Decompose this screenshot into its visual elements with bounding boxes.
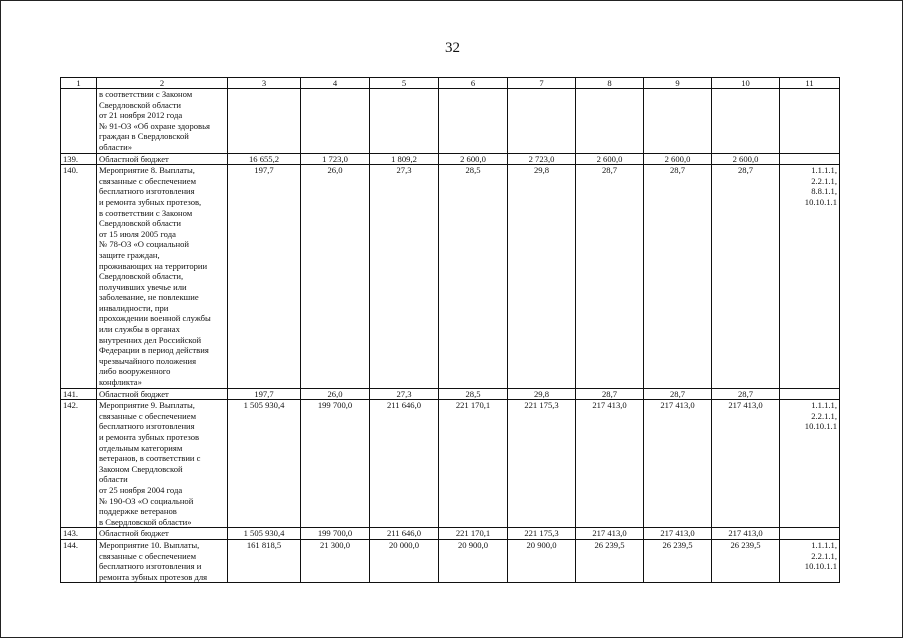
column-header: 6 xyxy=(439,78,508,89)
row-target-codes xyxy=(780,528,840,540)
row-value xyxy=(644,89,712,154)
row-value: 26 239,5 xyxy=(712,539,780,582)
row-value: 21 300,0 xyxy=(301,539,370,582)
row-value: 217 413,0 xyxy=(576,528,644,540)
row-value: 2 723,0 xyxy=(508,153,576,165)
column-header: 10 xyxy=(712,78,780,89)
row-value: 199 700,0 xyxy=(301,400,370,528)
row-value xyxy=(228,89,301,154)
row-number: 142. xyxy=(61,400,97,528)
row-value: 20 900,0 xyxy=(508,539,576,582)
row-target-codes: 1.1.1.1, 2.2.1.1, 8.8.1.1, 10.10.1.1 xyxy=(780,165,840,388)
row-target-codes xyxy=(780,153,840,165)
row-value: 28,7 xyxy=(576,388,644,400)
row-description: Областной бюджет xyxy=(97,153,228,165)
row-value: 217 413,0 xyxy=(712,400,780,528)
row-value: 16 655,2 xyxy=(228,153,301,165)
column-header: 3 xyxy=(228,78,301,89)
row-description: Мероприятие 8. Выплаты, связанные с обеспечением бесплатного изготовления и ремонта зубных протезов, в соответствии с Законом Свердловской области от 15 июля 2005 года № 78-ОЗ «О социальной защите граждан, проживающих на территории Свердловской области, получивших увечье или заболевание, не повлекшие инвалидности, при прохождении военной службы или службы в органах внутренних дел Российской Федерации в период действия чрезвычайного положения либо вооруженного конфликта» xyxy=(97,165,228,388)
column-header: 8 xyxy=(576,78,644,89)
table-row xyxy=(61,400,840,528)
row-value: 211 646,0 xyxy=(370,400,439,528)
row-value: 28,7 xyxy=(644,165,712,388)
row-value: 28,7 xyxy=(712,388,780,400)
row-target-codes: 1.1.1.1, 2.2.1.1, 10.10.1.1 xyxy=(780,400,840,528)
row-number: 140. xyxy=(61,165,97,388)
row-value: 2 600,0 xyxy=(439,153,508,165)
row-value: 197,7 xyxy=(228,388,301,400)
column-header: 9 xyxy=(644,78,712,89)
program-table xyxy=(60,77,840,583)
row-value: 221 170,1 xyxy=(439,528,508,540)
row-value xyxy=(301,89,370,154)
column-number-row xyxy=(61,78,840,89)
row-number: 139. xyxy=(61,153,97,165)
row-value: 211 646,0 xyxy=(370,528,439,540)
row-description: Областной бюджет xyxy=(97,388,228,400)
row-value: 28,7 xyxy=(644,388,712,400)
row-value: 20 900,0 xyxy=(439,539,508,582)
row-value: 28,5 xyxy=(439,388,508,400)
row-value: 26 239,5 xyxy=(644,539,712,582)
row-value xyxy=(370,89,439,154)
row-value: 217 413,0 xyxy=(576,400,644,528)
column-header: 1 xyxy=(61,78,97,89)
row-value: 26 239,5 xyxy=(576,539,644,582)
row-value xyxy=(508,89,576,154)
column-header: 5 xyxy=(370,78,439,89)
row-target-codes: 1.1.1.1, 2.2.1.1, 10.10.1.1 xyxy=(780,539,840,582)
row-value: 199 700,0 xyxy=(301,528,370,540)
row-value: 28,7 xyxy=(712,165,780,388)
table-row xyxy=(61,165,840,388)
row-value: 221 175,3 xyxy=(508,528,576,540)
row-value: 217 413,0 xyxy=(644,400,712,528)
column-header: 2 xyxy=(97,78,228,89)
page-number: 32 xyxy=(445,40,460,56)
row-value: 2 600,0 xyxy=(576,153,644,165)
row-value xyxy=(712,89,780,154)
row-value: 221 175,3 xyxy=(508,400,576,528)
row-value: 26,0 xyxy=(301,165,370,388)
row-value: 29,8 xyxy=(508,165,576,388)
row-target-codes xyxy=(780,89,840,154)
row-value: 2 600,0 xyxy=(712,153,780,165)
row-value: 28,5 xyxy=(439,165,508,388)
row-value xyxy=(576,89,644,154)
row-description: Областной бюджет xyxy=(97,528,228,540)
budget-row xyxy=(61,153,840,165)
budget-row xyxy=(61,528,840,540)
row-value: 197,7 xyxy=(228,165,301,388)
row-value xyxy=(439,89,508,154)
row-number: 143. xyxy=(61,528,97,540)
row-description: Мероприятие 9. Выплаты, связанные с обеспечением бесплатного изготовления и ремонта зубных протезов отдельным категориям ветеранов, в соответствии с Законом Свердловской области от 25 ноября 2004 года № 190-ОЗ «О социальной поддержке ветеранов в Свердловской области» xyxy=(97,400,228,528)
row-value: 217 413,0 xyxy=(712,528,780,540)
row-number: 144. xyxy=(61,539,97,582)
row-value: 27,3 xyxy=(370,388,439,400)
column-header: 11 xyxy=(780,78,840,89)
budget-row xyxy=(61,388,840,400)
row-value: 1 505 930,4 xyxy=(228,528,301,540)
row-value: 20 000,0 xyxy=(370,539,439,582)
row-value: 1 723,0 xyxy=(301,153,370,165)
column-header: 7 xyxy=(508,78,576,89)
table-row xyxy=(61,89,840,154)
row-value: 26,0 xyxy=(301,388,370,400)
row-value: 217 413,0 xyxy=(644,528,712,540)
row-value: 161 818,5 xyxy=(228,539,301,582)
column-header: 4 xyxy=(301,78,370,89)
row-value: 221 170,1 xyxy=(439,400,508,528)
row-number: 141. xyxy=(61,388,97,400)
row-value: 1 809,2 xyxy=(370,153,439,165)
row-value: 1 505 930,4 xyxy=(228,400,301,528)
row-value: 29,8 xyxy=(508,388,576,400)
row-target-codes xyxy=(780,388,840,400)
table-row xyxy=(61,539,840,582)
row-number xyxy=(61,89,97,154)
row-value: 27,3 xyxy=(370,165,439,388)
row-description: Мероприятие 10. Выплаты, связанные с обеспечением бесплатного изготовления и ремонта зубных протезов для xyxy=(97,539,228,582)
row-value: 2 600,0 xyxy=(644,153,712,165)
row-value: 28,7 xyxy=(576,165,644,388)
row-description: в соответствии с Законом Свердловской области от 21 ноября 2012 года № 91-ОЗ «Об охране здоровья граждан в Свердловской области» xyxy=(97,89,228,154)
